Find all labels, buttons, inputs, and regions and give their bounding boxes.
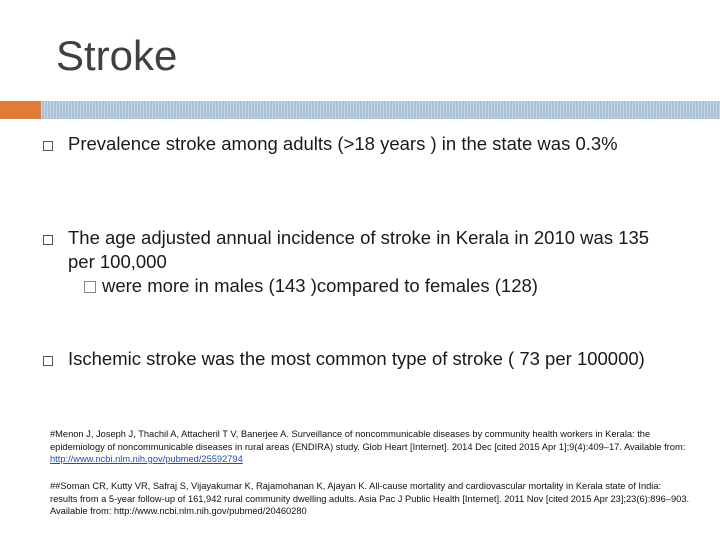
bullet-text: Prevalence stroke among adults (>18 years ) in the state was 0.3% <box>68 133 618 154</box>
accent-bar-orange <box>0 101 41 119</box>
bullet-item <box>68 226 678 298</box>
bullet-box-icon <box>43 235 53 245</box>
reference-text: #Menon J, Joseph J, Thachil A, Attacheril T V, Banerjee A. Surveillance of noncommunicable diseases by community health workers in Kerala: the epidemiology of noncommunicable diseases in rural areas (ENDIRA) study. Glob Heart [Internet]. 2014 Dec [cited 2015 Apr 1];9(4):409–17. Available from: <box>50 429 686 452</box>
sub-bullet-item <box>68 274 678 298</box>
reference-link[interactable]: http://www.ncbi.nlm.nih.gov/pubmed/25592794 <box>50 454 243 464</box>
accent-bar-blue <box>41 101 720 119</box>
slide-title: Stroke <box>56 32 178 79</box>
sub-bullet-text: were more in males (143 )compared to females (128) <box>102 275 538 296</box>
bullet-item <box>68 132 678 156</box>
reference-text: ##Soman CR, Kutty VR, Safraj S, Vijayakumar K, Rajamohanan K, Ajayan K. All-cause mortality and cardiovascular mortality in Kerala state of India: results from a 5-year follow-up of 161,942 rural community dwelling adults. Asia Pac J Public Health [Internet]. 2011 Nov [cited 2015 Apr 23];23(6):896–903. Available from: http://www.ncbi.nlm.nih.gov/pubmed/20460280 <box>50 481 690 516</box>
reference-2 <box>50 480 690 518</box>
bullet-text: Ischemic stroke was the most common type of stroke ( 73 per 100000) <box>68 348 645 369</box>
bullet-item <box>68 347 678 371</box>
bullet-box-icon <box>43 141 53 151</box>
sub-bullet-box-icon <box>84 281 96 293</box>
bullet-box-icon <box>43 356 53 366</box>
reference-1 <box>50 428 690 466</box>
bullet-text: The age adjusted annual incidence of stroke in Kerala in 2010 was 135 per 100,000 <box>68 227 650 272</box>
